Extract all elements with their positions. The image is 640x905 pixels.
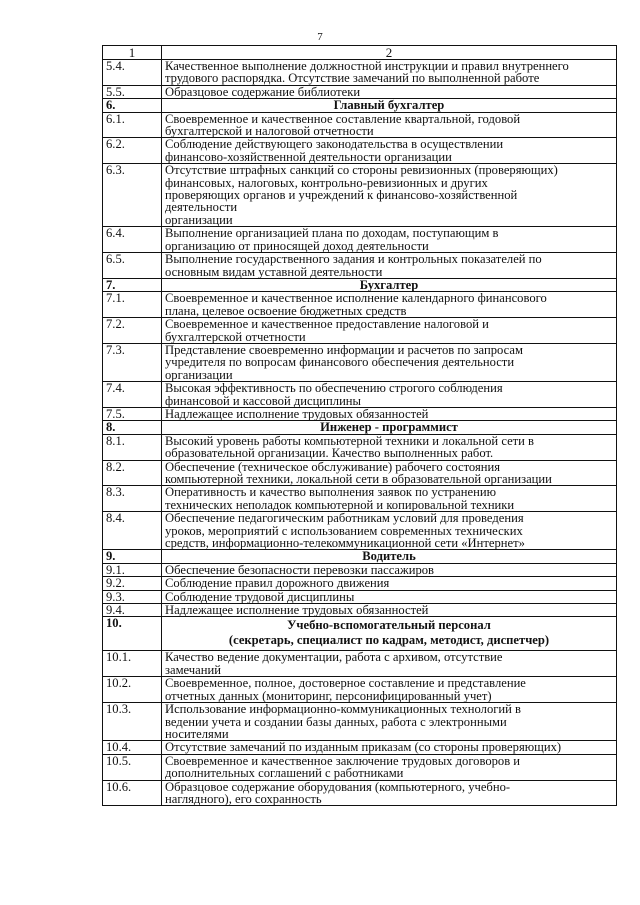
row-number: 10.1. — [103, 651, 162, 677]
table-row — [103, 292, 617, 318]
criterion-text — [162, 563, 617, 576]
row-number: 8.4. — [103, 512, 162, 550]
text-line: финансовых, налоговых, контрольно-ревизионных и других — [165, 175, 488, 190]
criterion-text — [162, 138, 617, 164]
criterion-text — [162, 577, 617, 590]
row-number: 8. — [103, 421, 162, 434]
row-number: 6. — [103, 99, 162, 112]
text-line: деятельности — [165, 200, 238, 215]
text-line: Отсутствие замечаний по изданным приказам (со стороны проверяющих) — [165, 740, 562, 755]
criterion-text — [162, 60, 617, 86]
criterion-text — [162, 382, 617, 408]
text-line: Обеспечение педагогическим работникам условий для проведения — [165, 511, 524, 526]
row-number: 10.5. — [103, 754, 162, 780]
criterion-text — [162, 407, 617, 420]
row-number: 6.3. — [103, 164, 162, 227]
table-row — [103, 563, 617, 576]
table-row — [103, 253, 617, 279]
text-line: Использование информационно-коммуникационных технологий в — [165, 702, 521, 717]
header-col-1: 1 — [103, 46, 162, 60]
text-line: организации — [165, 212, 233, 227]
table-row — [103, 460, 617, 486]
text-line: носителями — [165, 726, 229, 741]
text-line: уроков, мероприятий с использованием современных технических — [165, 523, 523, 538]
row-number: 8.1. — [103, 434, 162, 460]
text-line: Выполнение организацией плана по доходам, поступающим в — [165, 226, 499, 241]
table-row — [103, 677, 617, 703]
section-title — [162, 617, 617, 651]
row-number: 7.2. — [103, 318, 162, 344]
criterion-text — [162, 227, 617, 253]
text-line: наглядного), его сохранность — [165, 791, 322, 806]
row-number: 6.2. — [103, 138, 162, 164]
text-line: Высокий уровень работы компьютерной техники и локальной сети в — [165, 433, 534, 448]
text-line: Надлежащее исполнение трудовых обязанностей — [165, 603, 429, 618]
table-row — [103, 382, 617, 408]
criteria-table — [102, 45, 617, 806]
table-row — [103, 703, 617, 741]
table-row — [103, 741, 617, 754]
text-line: Своевременное и качественное заключение трудовых договоров и — [165, 753, 521, 768]
criterion-text — [162, 604, 617, 617]
table-row — [103, 512, 617, 550]
table-row — [103, 486, 617, 512]
row-number: 7. — [103, 278, 162, 291]
section-row — [103, 550, 617, 563]
text-line: организации — [165, 367, 233, 382]
text-line: отчетных данных (мониторинг, персонифицированный учет) — [165, 688, 492, 703]
text-line: Соблюдение правил дорожного движения — [165, 576, 390, 591]
table-row — [103, 112, 617, 138]
text-line: финансовой и кассовой дисциплины — [165, 393, 362, 408]
criterion-text — [162, 741, 617, 754]
criterion-text — [162, 85, 617, 98]
text-line: Качественное выполнение должностной инструкции и правил внутреннего — [165, 59, 569, 73]
text-line: дополнительных соглашений с работниками — [165, 766, 404, 781]
row-number: 6.5. — [103, 253, 162, 279]
text-line: Обеспечение (техническое обслуживание) рабочего состояния — [165, 459, 501, 474]
row-number: 9.3. — [103, 590, 162, 603]
text-line: Отсутствие штрафных санкций со стороны ревизионных (проверяющих) — [165, 163, 558, 178]
criterion-text — [162, 703, 617, 741]
row-number: 9.2. — [103, 577, 162, 590]
row-number: 8.2. — [103, 460, 162, 486]
text-line: Высокая эффективность по обеспечению строгого соблюдения — [165, 381, 503, 396]
text-line: Образцовое содержание библиотеки — [165, 84, 361, 99]
text-line: Соблюдение действующего законодательства в осуществлении — [165, 137, 504, 152]
text-line: Учебно-вспомогательный персонал — [287, 618, 491, 633]
criterion-text — [162, 318, 617, 344]
text-line: (секретарь, специалист по кадрам, методист, диспетчер) — [228, 633, 550, 648]
section-row — [103, 278, 617, 291]
text-line: учредителя по вопросам финансового обеспечения деятельности — [165, 355, 515, 370]
text-line: Представление своевременно информации и расчетов по запросам — [165, 342, 523, 357]
table-row — [103, 164, 617, 227]
table-row — [103, 604, 617, 617]
row-number: 7.3. — [103, 343, 162, 381]
section-title — [162, 550, 617, 563]
text-line: Своевременное и качественное исполнение календарного финансового — [165, 291, 547, 306]
table-row — [103, 590, 617, 603]
table-row — [103, 227, 617, 253]
table-row — [103, 577, 617, 590]
text-line: ведении учета и создании базы данных, работа с электронными — [165, 714, 507, 729]
row-number: 5.5. — [103, 85, 162, 98]
row-number: 10.4. — [103, 741, 162, 754]
text-line: образовательной организации. Качество выполненных работ. — [165, 446, 494, 461]
table-row — [103, 138, 617, 164]
text-line: технических неполадок компьютерной и копировальной техники — [165, 497, 515, 512]
table-row — [103, 343, 617, 381]
text-line: проверяющих органов и учреждений к финансово-хозяйственной — [165, 188, 518, 203]
criterion-text — [162, 677, 617, 703]
text-line: Бухгалтер — [359, 277, 419, 292]
row-number: 10.6. — [103, 780, 162, 806]
text-line: организацию от приносящей доход деятельности — [165, 238, 429, 253]
text-line: Водитель — [362, 549, 416, 564]
criterion-text — [162, 434, 617, 460]
section-row — [103, 617, 617, 651]
table-row — [103, 60, 617, 86]
page-number: 7 — [317, 31, 323, 43]
section-title — [162, 99, 617, 112]
text-line: Оперативность и качество выполнения заявок по устранению — [165, 485, 496, 500]
row-number: 9.4. — [103, 604, 162, 617]
table-row — [103, 651, 617, 677]
header-col-2: 2 — [162, 46, 617, 60]
text-line: финансово-хозяйственной деятельности организации — [165, 149, 452, 164]
text-line: Надлежащее исполнение трудовых обязанностей — [165, 406, 429, 421]
criterion-text — [162, 780, 617, 806]
text-line: основным видам уставной деятельности — [165, 264, 383, 279]
row-number: 6.1. — [103, 112, 162, 138]
section-row — [103, 421, 617, 434]
table-row — [103, 434, 617, 460]
row-number: 10.2. — [103, 677, 162, 703]
text-line: трудового распорядка. Отсутствие замечаний по выполненной работе — [165, 71, 540, 86]
criterion-text — [162, 590, 617, 603]
table-row — [103, 754, 617, 780]
section-title — [162, 421, 617, 434]
criterion-text — [162, 651, 617, 677]
row-number: 9. — [103, 550, 162, 563]
text-line: Инженер - программист — [320, 420, 458, 435]
table-row — [103, 780, 617, 806]
text-line: Главный бухгалтер — [333, 98, 445, 113]
criterion-text — [162, 460, 617, 486]
criterion-text — [162, 512, 617, 550]
text-line: Образцовое содержание оборудования (компьютерного, учебно- — [165, 779, 511, 794]
table-header-row — [103, 46, 617, 60]
row-number: 9.1. — [103, 563, 162, 576]
criterion-text — [162, 754, 617, 780]
criterion-text — [162, 112, 617, 138]
criterion-text — [162, 486, 617, 512]
text-line: Соблюдение трудовой дисциплины — [165, 589, 355, 604]
row-number: 6.4. — [103, 227, 162, 253]
row-number: 7.1. — [103, 292, 162, 318]
table-row — [103, 407, 617, 420]
text-line: замечаний — [165, 662, 221, 677]
text-line: бухгалтерской отчетности — [165, 329, 306, 344]
text-line: компьютерной техники, локальной сети в образовательной организации — [165, 472, 552, 486]
criterion-text — [162, 292, 617, 318]
text-line: Выполнение государственного задания и контрольных показателей по — [165, 252, 542, 267]
table-row — [103, 318, 617, 344]
table-row — [103, 85, 617, 98]
row-number: 10.3. — [103, 703, 162, 741]
row-number: 5.4. — [103, 60, 162, 86]
text-line: Своевременное и качественное предоставление налоговой и — [165, 317, 489, 332]
text-line: Своевременное, полное, достоверное составление и представление — [165, 676, 526, 691]
section-row — [103, 99, 617, 112]
text-line: Обеспечение безопасности перевозки пассажиров — [165, 562, 435, 577]
text-line: средств, информационно-телекоммуникационной сети «Интернет» — [165, 536, 525, 551]
criterion-text — [162, 164, 617, 227]
text-line: плана, целевое освоение бюджетных средств — [165, 303, 407, 318]
row-number: 7.5. — [103, 407, 162, 420]
text-line: бухгалтерской и налоговой отчетности — [165, 124, 374, 139]
criterion-text — [162, 343, 617, 381]
row-number: 8.3. — [103, 486, 162, 512]
criterion-text — [162, 253, 617, 279]
text-line: Своевременное и качественное составление квартальной, годовой — [165, 111, 521, 126]
text-line: Качество ведение документации, работа с архивом, отсутствие — [165, 650, 503, 665]
row-number: 7.4. — [103, 382, 162, 408]
row-number: 10. — [103, 617, 162, 651]
section-title — [162, 278, 617, 291]
